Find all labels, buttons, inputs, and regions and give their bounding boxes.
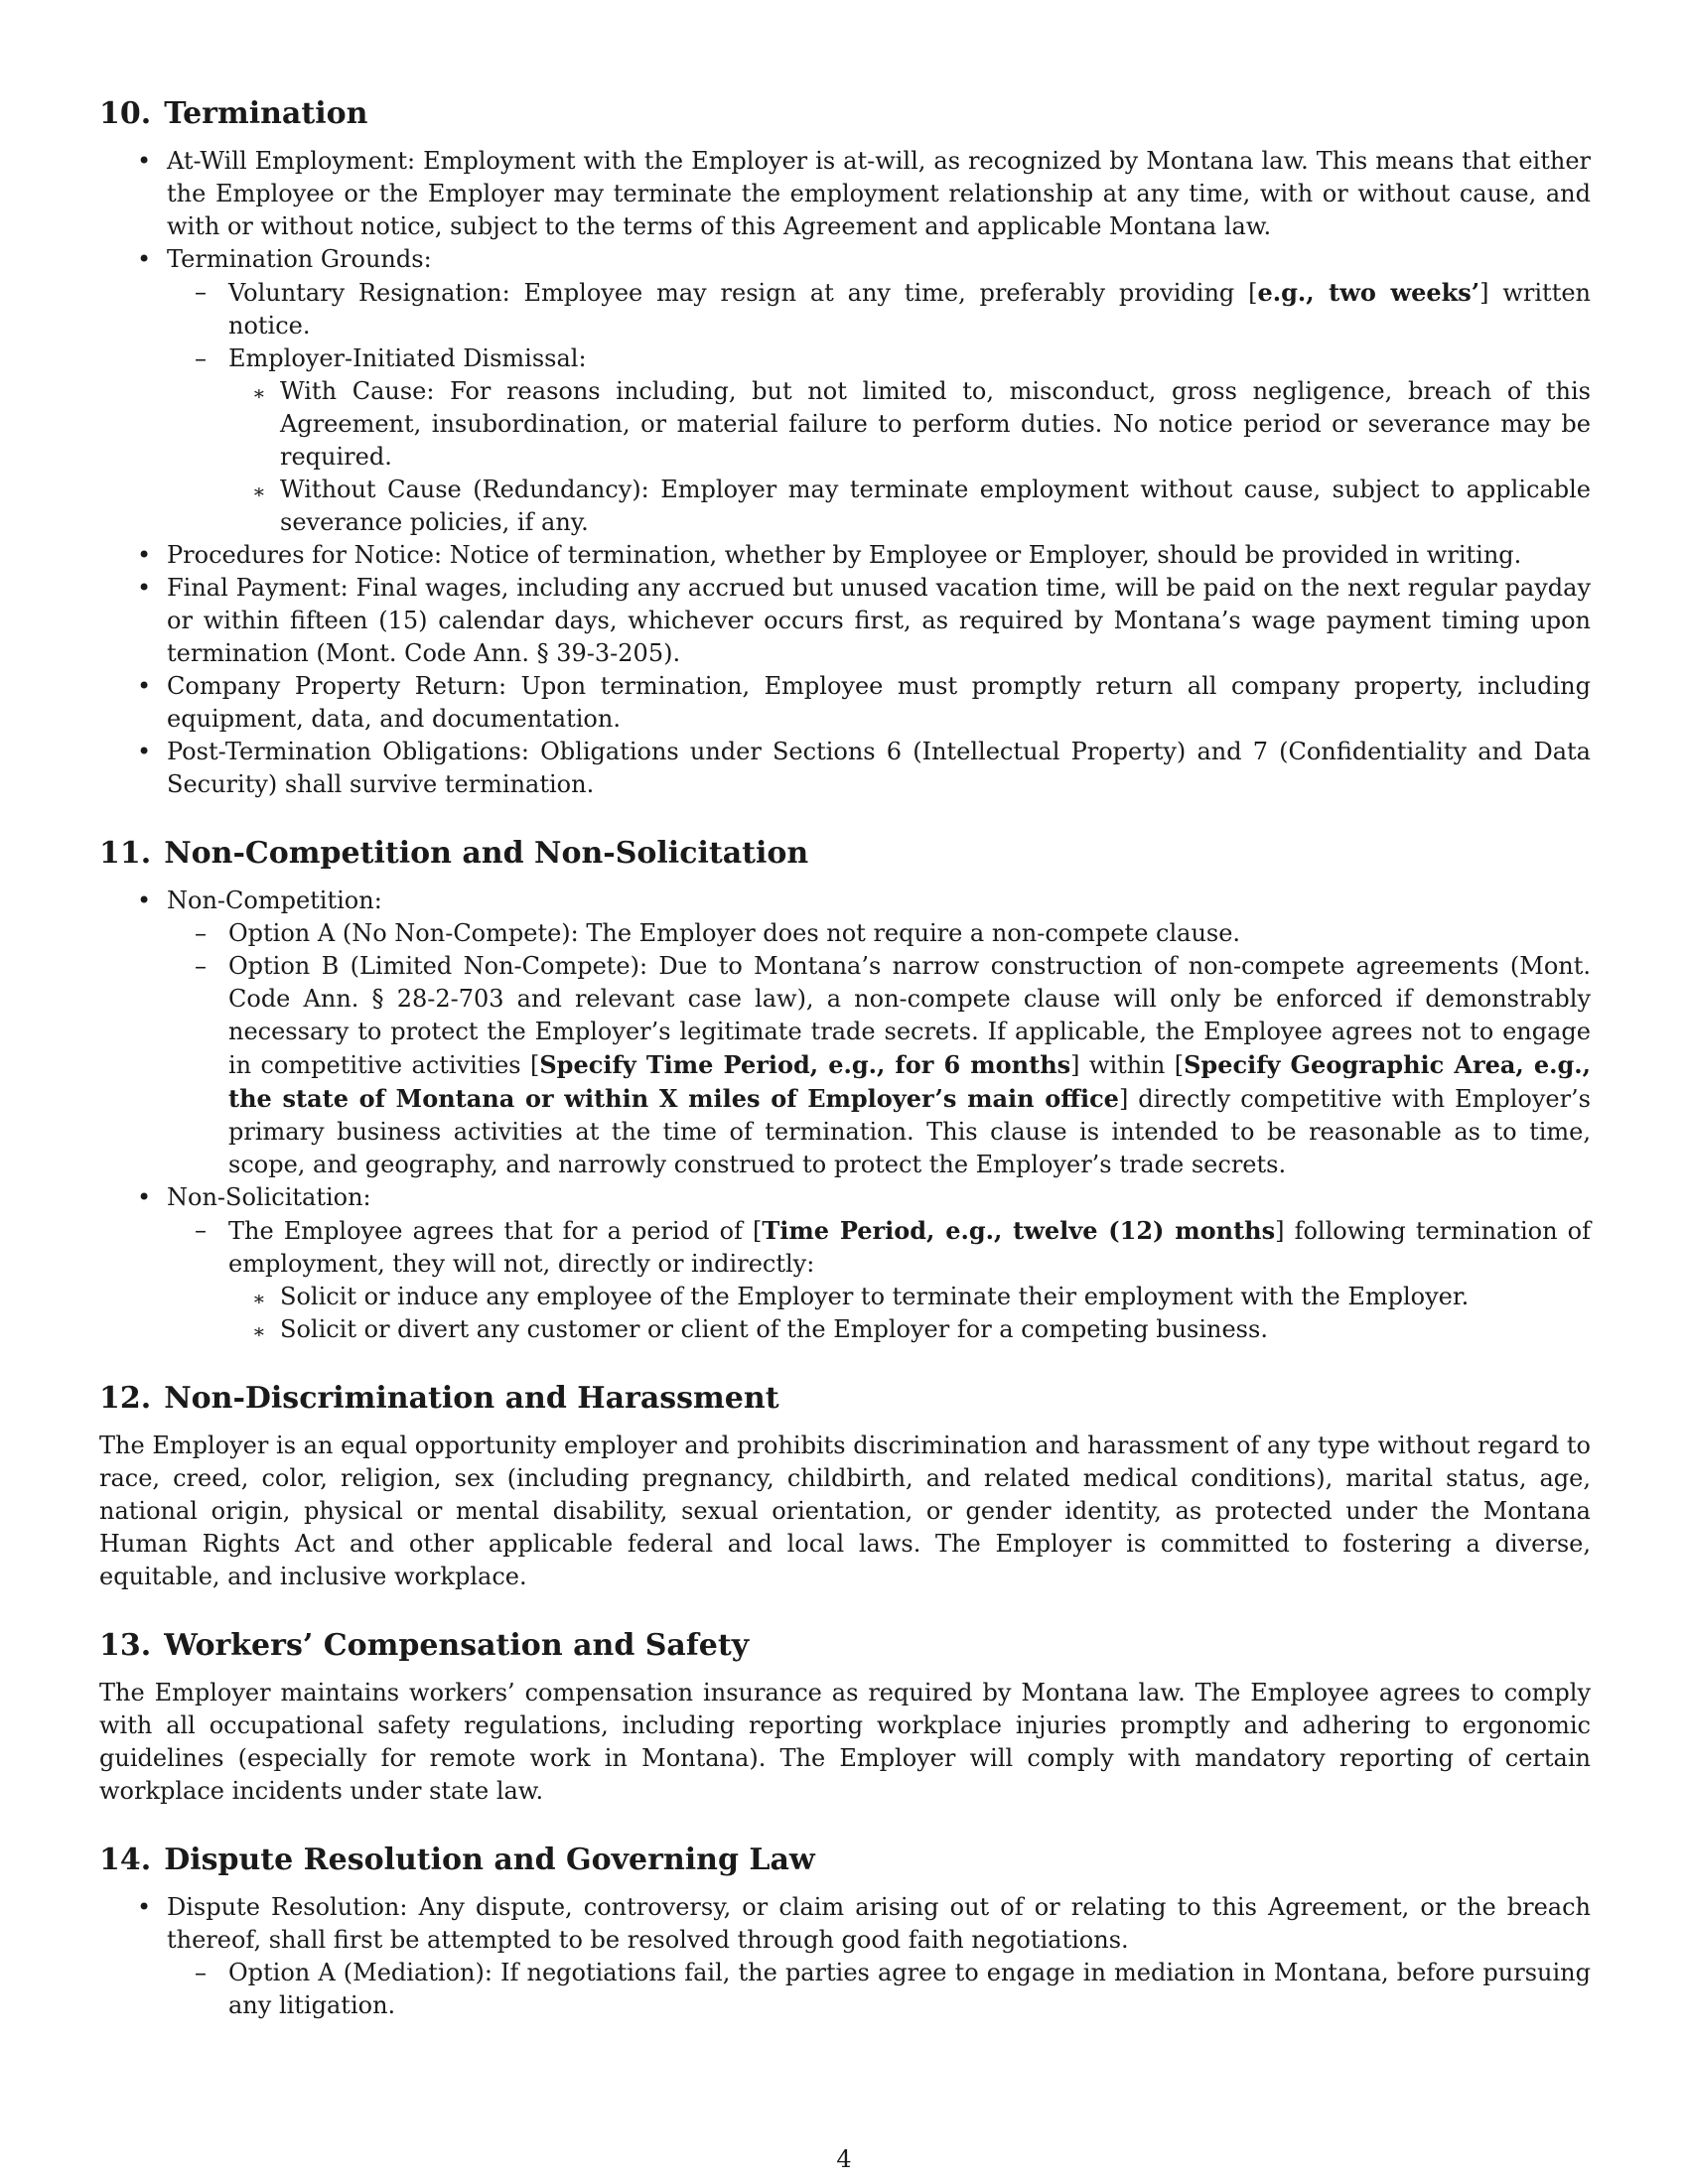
item-text: With Cause: For reasons including, but not limited to, misconduct, gross negligence, breach of this Agreement, insubordination, or material failure to perform duties. No notice period or severance may be required.: [280, 377, 1591, 471]
dash-marker: –: [195, 952, 207, 980]
item-text: Non-Solicitation:: [167, 1183, 371, 1211]
section-title: Workers’ Compensation and Safety: [164, 1628, 750, 1663]
item-text: Termination Grounds:: [167, 245, 432, 273]
item-text: Final Payment: Final wages, including any accrued but unused vacation time, will be paid on the next regular payday or within fifteen (15) calendar days, whichever occurs first, as required by Montana’s wage payment timing upon termination (Mont. Code Ann. § 39-3-205).: [167, 574, 1591, 667]
item-text: Solicit or divert any customer or client of the Employer for a competing business.: [280, 1315, 1268, 1343]
dash-marker: –: [195, 1959, 207, 1986]
sub-list: [167, 1214, 1591, 1346]
star-marker: ∗: [252, 1287, 266, 1310]
sub-sub-list: [228, 375, 1591, 539]
bullet-list: [99, 885, 1591, 1346]
section-body: The Employer maintains workers’ compensation insurance as required by Montana law. The Employee agrees to comply with all occupational safety regulations, including reporting workplace injuries promptly and adhering to ergonomic guidelines (especially for remote work in Montana). The Employer will comply with mandatory reporting of certain workplace incidents under state law.: [99, 1679, 1591, 1805]
item-text: ] written notice.: [228, 279, 1591, 340]
sub-list: [167, 1957, 1591, 2022]
dash-marker: –: [195, 919, 207, 947]
section-heading: [99, 1627, 1591, 1665]
section-number: 13.: [99, 1628, 152, 1663]
placeholder-text: Time Period, e.g., twelve (12) months: [762, 1216, 1276, 1245]
bullet-marker: •: [137, 574, 152, 602]
item-text: ] directly competitive with Employer’s primary business activities at the time of termination. This clause is intended to be reasonable as to time, scope, and geography, and narrowly construed to protect the Employer’s trade secrets.: [228, 1085, 1591, 1178]
section-heading: [99, 95, 1591, 133]
section-body: The Employer is an equal opportunity employer and prohibits discrimination and harassment of any type without regard to race, creed, color, religion, sex (including pregnancy, childbirth, and related medical conditions), marital status, age, national origin, physical or mental disability, sexual orientation, or gender identity, as protected under the Montana Human Rights Act and other applicable federal and local laws. The Employer is committed to fostering a diverse, equitable, and inclusive workplace.: [99, 1432, 1591, 1590]
bullet-list: [99, 145, 1591, 801]
list-item: [167, 917, 1591, 950]
section-number: 14.: [99, 1843, 152, 1877]
list-item: [167, 950, 1591, 1181]
section-non-discrimination: [99, 1380, 1591, 1593]
item-text: ] following termination of employment, they will not, directly or indirectly:: [228, 1217, 1592, 1278]
section-heading: [99, 835, 1591, 873]
item-text: Without Cause (Redundancy): Employer may terminate employment without cause, subject to applicable severance policies, if any.: [280, 476, 1591, 536]
list-item: [99, 885, 1591, 1181]
list-item: [167, 1214, 1591, 1346]
list-item: [228, 1281, 1591, 1313]
bullet-marker: •: [137, 672, 152, 700]
section-number: 12.: [99, 1381, 152, 1416]
list-item: [228, 474, 1591, 539]
item-text: ] within [: [1070, 1051, 1185, 1079]
bullet-list: [99, 1891, 1591, 2022]
section-termination: [99, 95, 1591, 801]
item-text: Solicit or induce any employee of the Employer to terminate their employment with the Employer.: [280, 1283, 1470, 1310]
star-marker: ∗: [252, 381, 266, 405]
item-text: Company Property Return: Upon termination, Employee must promptly return all company property, including equipment, data, and documentation.: [167, 672, 1591, 733]
placeholder-text: Specify Time Period, e.g., for 6 months: [539, 1050, 1071, 1079]
item-text: Post-Termination Obligations: Obligations under Sections 6 (Intellectual Property) and 7 (Confidentiality and Data Security) shall survive termination.: [167, 738, 1591, 798]
item-text: Option A (Mediation): If negotiations fail, the parties agree to engage in mediation in Montana, before pursuing any litigation.: [228, 1959, 1591, 2019]
item-text: Procedures for Notice: Notice of termination, whether by Employee or Employer, should be provided in writing.: [167, 541, 1522, 569]
item-text: Option A (No Non-Compete): The Employer does not require a non-compete clause.: [228, 919, 1241, 947]
bullet-marker: •: [137, 887, 152, 914]
page-number: 4: [836, 2145, 852, 2173]
sub-sub-list: [228, 1281, 1591, 1346]
sub-list: [167, 917, 1591, 1181]
list-item: [228, 1313, 1591, 1346]
placeholder-text: e.g., two weeks’: [1257, 278, 1480, 307]
list-item: [228, 375, 1591, 474]
dash-marker: –: [195, 1216, 207, 1244]
dash-marker: –: [195, 278, 207, 306]
bullet-marker: •: [137, 738, 152, 765]
list-item: [167, 342, 1591, 539]
item-text: Employer-Initiated Dismissal:: [228, 344, 587, 372]
list-item: [99, 670, 1591, 736]
section-dispute-resolution: [99, 1842, 1591, 2022]
item-text: The Employee agrees that for a period of [: [228, 1217, 763, 1245]
list-item: [99, 243, 1591, 539]
section-title: Dispute Resolution and Governing Law: [164, 1843, 815, 1877]
section-workers-compensation: [99, 1627, 1591, 1808]
list-item: [99, 145, 1591, 243]
star-marker: ∗: [252, 479, 266, 503]
placeholder-text: Specify Geographic Area, e.g., the state of Montana or within X miles of Employer’s main office: [228, 1050, 1591, 1113]
dash-marker: –: [195, 344, 207, 372]
list-item: [167, 276, 1591, 342]
list-item: [99, 572, 1591, 670]
document-page: [99, 95, 1591, 2056]
section-heading: [99, 1842, 1591, 1879]
list-item: [99, 539, 1591, 572]
list-item: [99, 1891, 1591, 2022]
list-item: [99, 736, 1591, 801]
section-non-competition: [99, 835, 1591, 1346]
list-item: [167, 1957, 1591, 2022]
section-title: Termination: [164, 96, 368, 131]
item-text: Non-Competition:: [167, 887, 382, 914]
list-item: [99, 1181, 1591, 1346]
bullet-marker: •: [137, 1183, 152, 1211]
item-text: Option B (Limited Non-Compete): Due to Montana’s narrow construction of non-compete agreements (Mont. Code Ann. § 28-2-703 and relevant case law), a non-compete clause will only be enforced if demonstrably necessary to protect the Employer’s legitimate trade secrets. If applicable, the Employee agrees not to engage in competitive activities [: [228, 952, 1591, 1079]
bullet-marker: •: [137, 147, 152, 175]
bullet-marker: •: [137, 541, 152, 569]
bullet-marker: •: [137, 1893, 152, 1921]
section-heading: [99, 1380, 1591, 1418]
item-text: Voluntary Resignation: Employee may resign at any time, preferably providing [: [228, 279, 1258, 307]
sub-list: [167, 276, 1591, 539]
section-number: 11.: [99, 836, 152, 871]
bullet-marker: •: [137, 245, 152, 273]
item-text: Dispute Resolution: Any dispute, controversy, or claim arising out of or relating to this Agreement, or the breach thereof, shall first be attempted to be resolved through good faith negotiations.: [167, 1893, 1591, 1954]
item-text: At-Will Employment: Employment with the Employer is at-will, as recognized by Montana law. This means that either the Employee or the Employer may terminate the employment relationship at any time, with or without cause, and with or without notice, subject to the terms of this Agreement and applicable Montana law.: [167, 147, 1591, 240]
section-title: Non-Competition and Non-Solicitation: [164, 836, 809, 871]
section-title: Non-Discrimination and Harassment: [164, 1381, 779, 1416]
star-marker: ∗: [252, 1319, 266, 1343]
section-number: 10.: [99, 96, 152, 131]
